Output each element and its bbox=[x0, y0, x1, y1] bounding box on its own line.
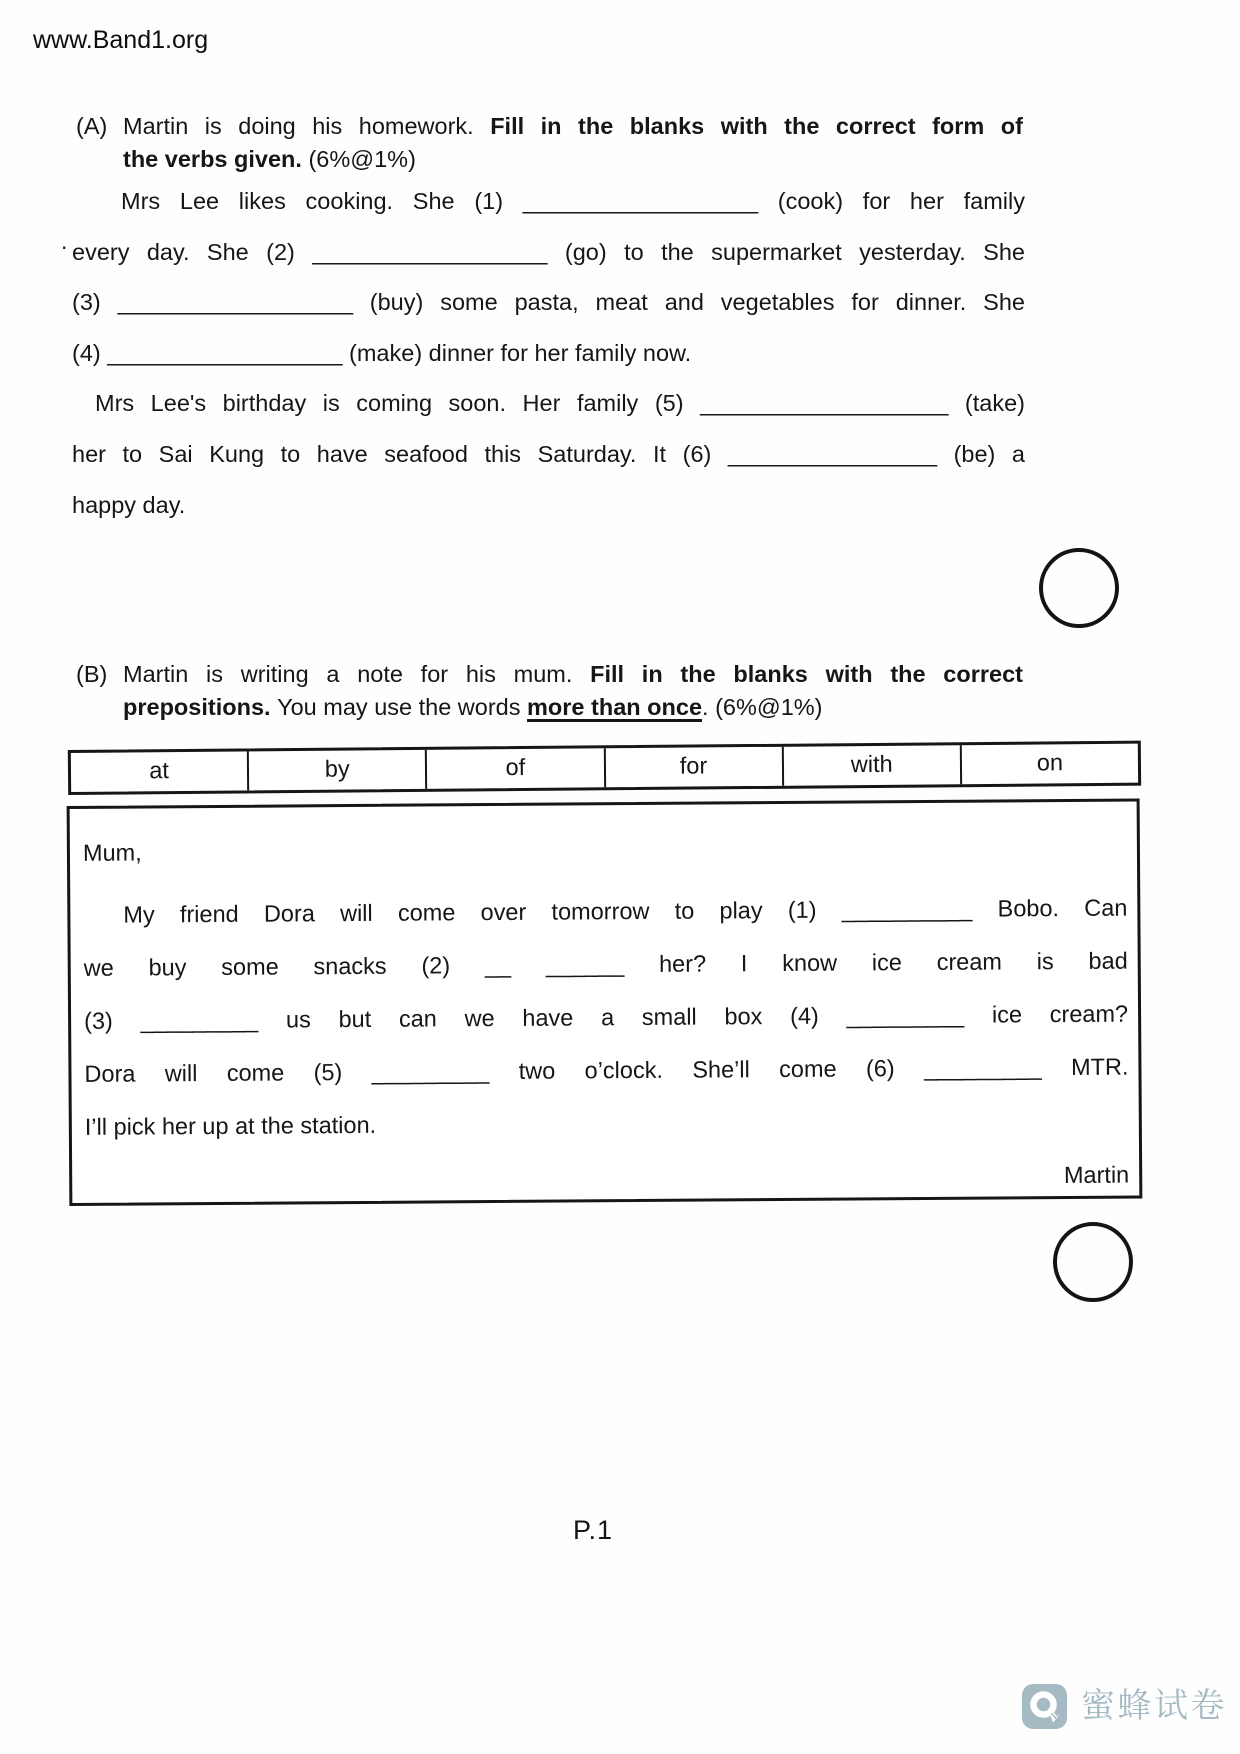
note-line-5: I’ll pick her up at the station. bbox=[84, 1111, 377, 1140]
word-bank-word: by bbox=[324, 755, 350, 782]
word-bank-table bbox=[68, 741, 1141, 795]
marks-circle-a bbox=[1039, 548, 1119, 628]
note-line-4: Dora will come (5) _________ two o’clock. She’ll come (6) _________ MTR. bbox=[84, 1053, 1129, 1087]
section-b-label: (B) bbox=[76, 661, 108, 687]
section-a-heading-regular: Martin is doing his homework. bbox=[123, 113, 491, 139]
section-b-heading-bold: Fill in the blanks with the correct bbox=[590, 661, 1023, 687]
word-bank-word: on bbox=[1036, 749, 1064, 776]
section-b-heading-underlined: more than once bbox=[527, 693, 703, 720]
section-b-heading-regular2: You may use the words bbox=[277, 693, 528, 720]
note-signature: Martin bbox=[1063, 1161, 1130, 1189]
section-a-heading-bold2: the verbs given. bbox=[123, 145, 309, 172]
fill-line-2: every day. She (2) __________________ (go) to the supermarket yesterday. She bbox=[72, 238, 1025, 265]
section-b-marks-weight: . (6%@1%) bbox=[702, 693, 823, 720]
section-a-heading bbox=[76, 110, 1023, 175]
section-a-marks-weight: (6%@1%) bbox=[308, 145, 416, 172]
section-a-label: (A) bbox=[76, 113, 108, 139]
note-line-3: (3) _________ us but can we have a small box (4) _________ ice cream? bbox=[84, 1000, 1129, 1034]
scan-artifact-dot: . bbox=[61, 228, 68, 254]
word-bank-word: of bbox=[505, 754, 526, 781]
word-bank-cell bbox=[247, 750, 426, 791]
beefen-logo bbox=[1022, 1684, 1227, 1729]
section-b-heading-line2 bbox=[123, 691, 1023, 724]
fill-line-5: Mrs Lee's birthday is coming soon. Her family (5) ___________________ (take) bbox=[95, 390, 1025, 417]
section-b-heading-bold2: prepositions. bbox=[123, 693, 278, 720]
page-number: P.1 bbox=[573, 1515, 614, 1545]
word-bank-word: at bbox=[149, 757, 169, 784]
watermark-url: www.Band1.org bbox=[33, 26, 209, 54]
magnifier-bee-icon bbox=[1022, 1684, 1067, 1729]
fill-line-3: (3) __________________ (buy) some pasta, meat and vegetables for dinner. She bbox=[72, 289, 1025, 316]
fill-line-7: happy day. bbox=[72, 491, 186, 518]
word-bank-cell bbox=[960, 744, 1139, 785]
marks-circle-b bbox=[1053, 1222, 1133, 1302]
note-line-1: My friend Dora will come over tomorrow to play (1) __________ Bobo. Can bbox=[123, 894, 1128, 928]
section-a-heading-line1 bbox=[123, 110, 1023, 143]
word-bank-cell bbox=[425, 748, 604, 789]
fill-line-4: (4) __________________ (make) dinner for her family now. bbox=[72, 339, 692, 366]
word-bank-word: for bbox=[679, 752, 708, 779]
note-line-2: we buy some snacks (2) __ ______ her? I know ice cream is bad bbox=[83, 947, 1128, 981]
word-bank-word: with bbox=[850, 750, 893, 778]
fill-line-6: her to Sai Kung to have seafood this Saturday. It (6) ________________ (be) a bbox=[72, 440, 1025, 467]
note-box bbox=[67, 799, 1143, 1206]
word-bank-cell bbox=[71, 751, 248, 792]
section-a-paragraph bbox=[61, 176, 1025, 530]
section-b-heading bbox=[76, 658, 1023, 723]
section-a-heading-line2 bbox=[123, 143, 1023, 176]
note-salutation: Mum, bbox=[82, 839, 142, 866]
fill-line-1: Mrs Lee likes cooking. She (1) __________________ (cook) for her family bbox=[121, 188, 1025, 214]
word-bank-cell bbox=[781, 745, 960, 786]
section-a-heading-bold: Fill in the blanks with the correct form of bbox=[490, 113, 1023, 139]
section-b-heading-regular: Martin is writing a note for his mum. bbox=[123, 661, 591, 687]
brand-name: 蜜蜂试卷 bbox=[1081, 1687, 1227, 1725]
section-b-heading-line1 bbox=[123, 658, 1023, 691]
word-bank-cell bbox=[603, 747, 782, 788]
